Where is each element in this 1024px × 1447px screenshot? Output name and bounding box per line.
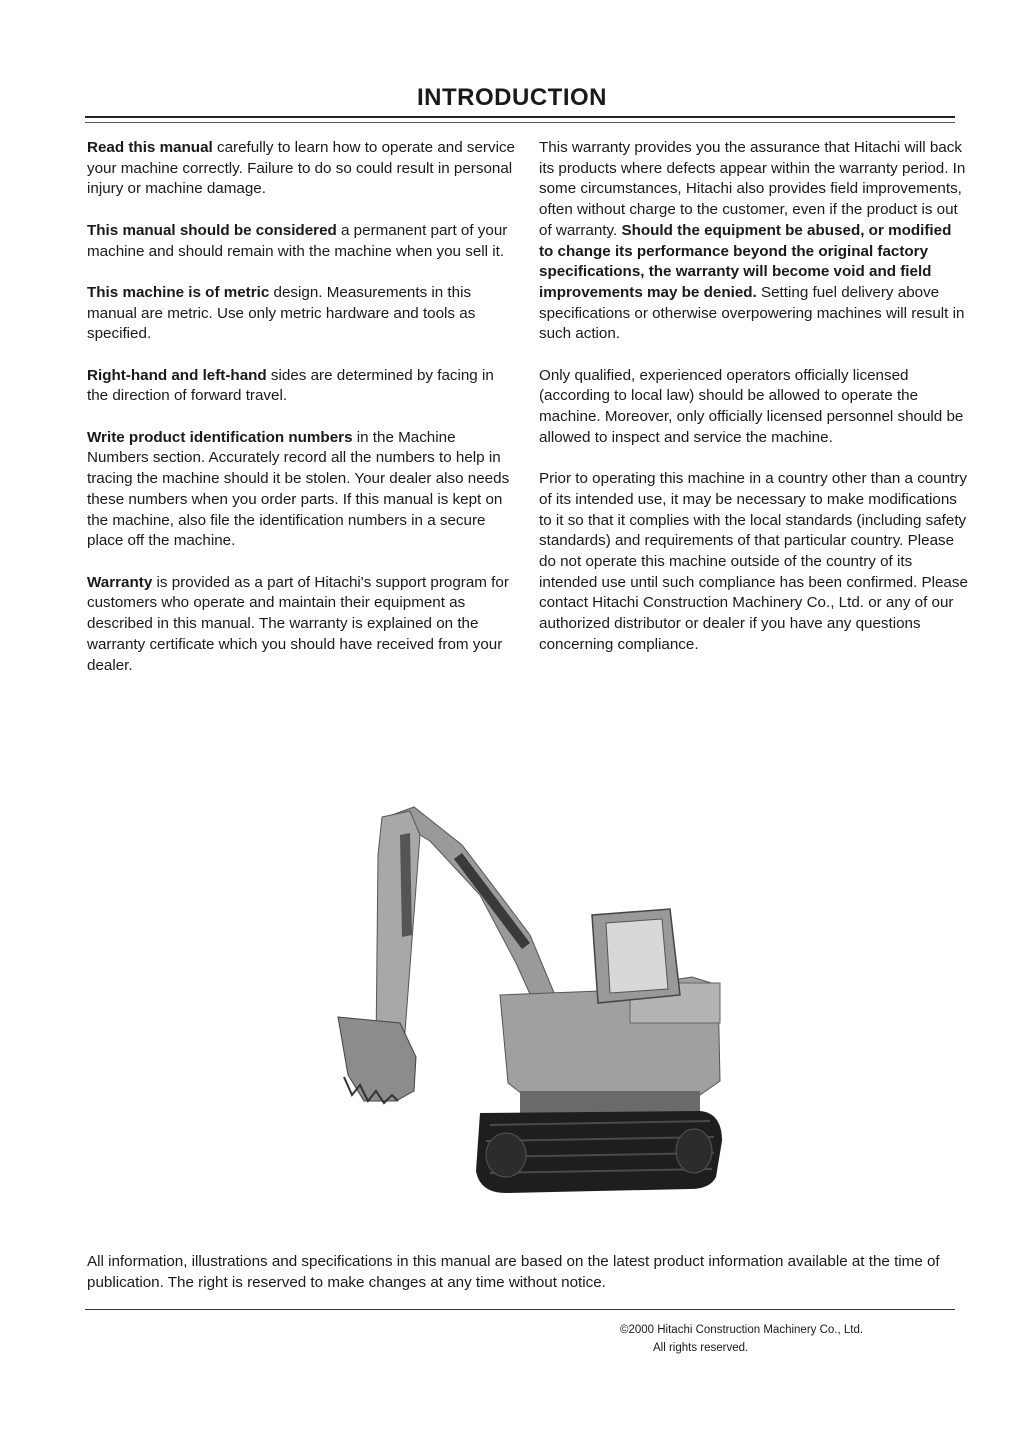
paragraph-country-compliance: Prior to operating this machine in a country other than a country of its intended use, it may be necessary to make modifications to it so that it complies with the local standards (including safety standards) and requirements of that particular country. Please do not operate this machine outside of the country of its intended use until such compliance has been confirmed. Please contact Hitachi Construction Machinery Co., Ltd. or any of our authorized distributor or dealer if you have any questions concerning compliance. xyxy=(539,470,968,653)
title-rule-thick xyxy=(85,116,955,118)
page-title: INTRODUCTION xyxy=(417,84,607,111)
boom-cylinder xyxy=(454,853,530,949)
paragraph-text: Setting fuel delivery above specifications or otherwise overpowering machines will result in such action. xyxy=(539,283,965,343)
title-rule-thin xyxy=(85,122,955,123)
track-idler xyxy=(486,1133,526,1177)
paragraph-warranty xyxy=(87,573,517,677)
left-column xyxy=(87,138,517,697)
excavator-arm xyxy=(376,811,420,1047)
paragraph-text: carefully to learn how to operate and service your machine correctly. Failure to do so could result in personal injury or machine damage. xyxy=(87,139,515,198)
paragraph-lead: Warranty xyxy=(87,573,153,591)
paragraph-lead: This manual should be considered xyxy=(87,221,337,239)
paragraph-lead: Right-hand and left-hand xyxy=(87,366,267,384)
paragraph-metric-design xyxy=(87,283,517,345)
paragraph-text: This warranty provides you the assurance that Hitachi will back its products where defects appear within the warranty period. In some circumstances, Hitachi also provides field improvements, often without charge to the customer, even if the product is out of warranty. xyxy=(539,139,966,239)
rights-reserved-line: All rights reserved. xyxy=(653,1342,749,1354)
track-frame xyxy=(520,1091,700,1113)
track-sprocket xyxy=(676,1129,712,1173)
paragraph-warranty-assurance xyxy=(539,138,969,345)
paragraph-lead: Write product identification numbers xyxy=(87,428,353,446)
paragraph-text: design. Measurements in this manual are metric. Use only metric hardware and tools as specified. xyxy=(87,283,476,343)
copyright-line: ©2000 Hitachi Construction Machinery Co., Ltd. xyxy=(620,1324,864,1336)
paragraph-text: is provided as a part of Hitachi's support program for customers who operate and maintain their equipment as described in this manual. The warranty is explained on the warranty certificate which you should have received from your dealer. xyxy=(87,573,509,674)
right-column xyxy=(539,138,969,676)
paragraph-qualified-operators: Only qualified, experienced operators officially licensed (according to local law) should be allowed to operate the machine. Moreover, only officially licensed personnel should be allowed to inspect and service the machine. xyxy=(539,366,964,446)
cab-window xyxy=(606,919,668,993)
excavator-drawing xyxy=(330,795,730,1195)
paragraph-lead: Read this manual xyxy=(87,139,213,156)
copyright-block xyxy=(620,1321,940,1357)
paragraph-text: sides are determined by facing in the direction of forward travel. xyxy=(87,366,494,405)
publication-notice: All information, illustrations and specifications in this manual are based on the latest product information available at the time of publication. The right is reserved to make changes at any time without notice. xyxy=(87,1253,940,1291)
paragraph-read-manual xyxy=(87,138,517,200)
footer-rule xyxy=(85,1309,955,1310)
arm-cylinder xyxy=(400,833,412,937)
paragraph-lead: This machine is of metric xyxy=(87,283,270,301)
paragraph-identification-numbers xyxy=(87,428,517,552)
excavator-illustration xyxy=(330,795,730,1195)
paragraph-permanent-part xyxy=(87,221,517,262)
warranty-void-notice: Should the equipment be abused, or modified to change its performance beyond the original factory specifications, the warranty will become void and field improvements may be denied. xyxy=(539,221,952,301)
paragraph-sides xyxy=(87,366,517,407)
paragraph-text: in the Machine Numbers section. Accurately record all the numbers to help in tracing the machine should it be stolen. Your dealer also needs these numbers when you order parts. If this manual is kept on the machine, also file the identification numbers in a secure place off the machine. xyxy=(87,428,510,550)
paragraph-text: a permanent part of your machine and should remain with the machine when you sell it. xyxy=(87,221,508,260)
